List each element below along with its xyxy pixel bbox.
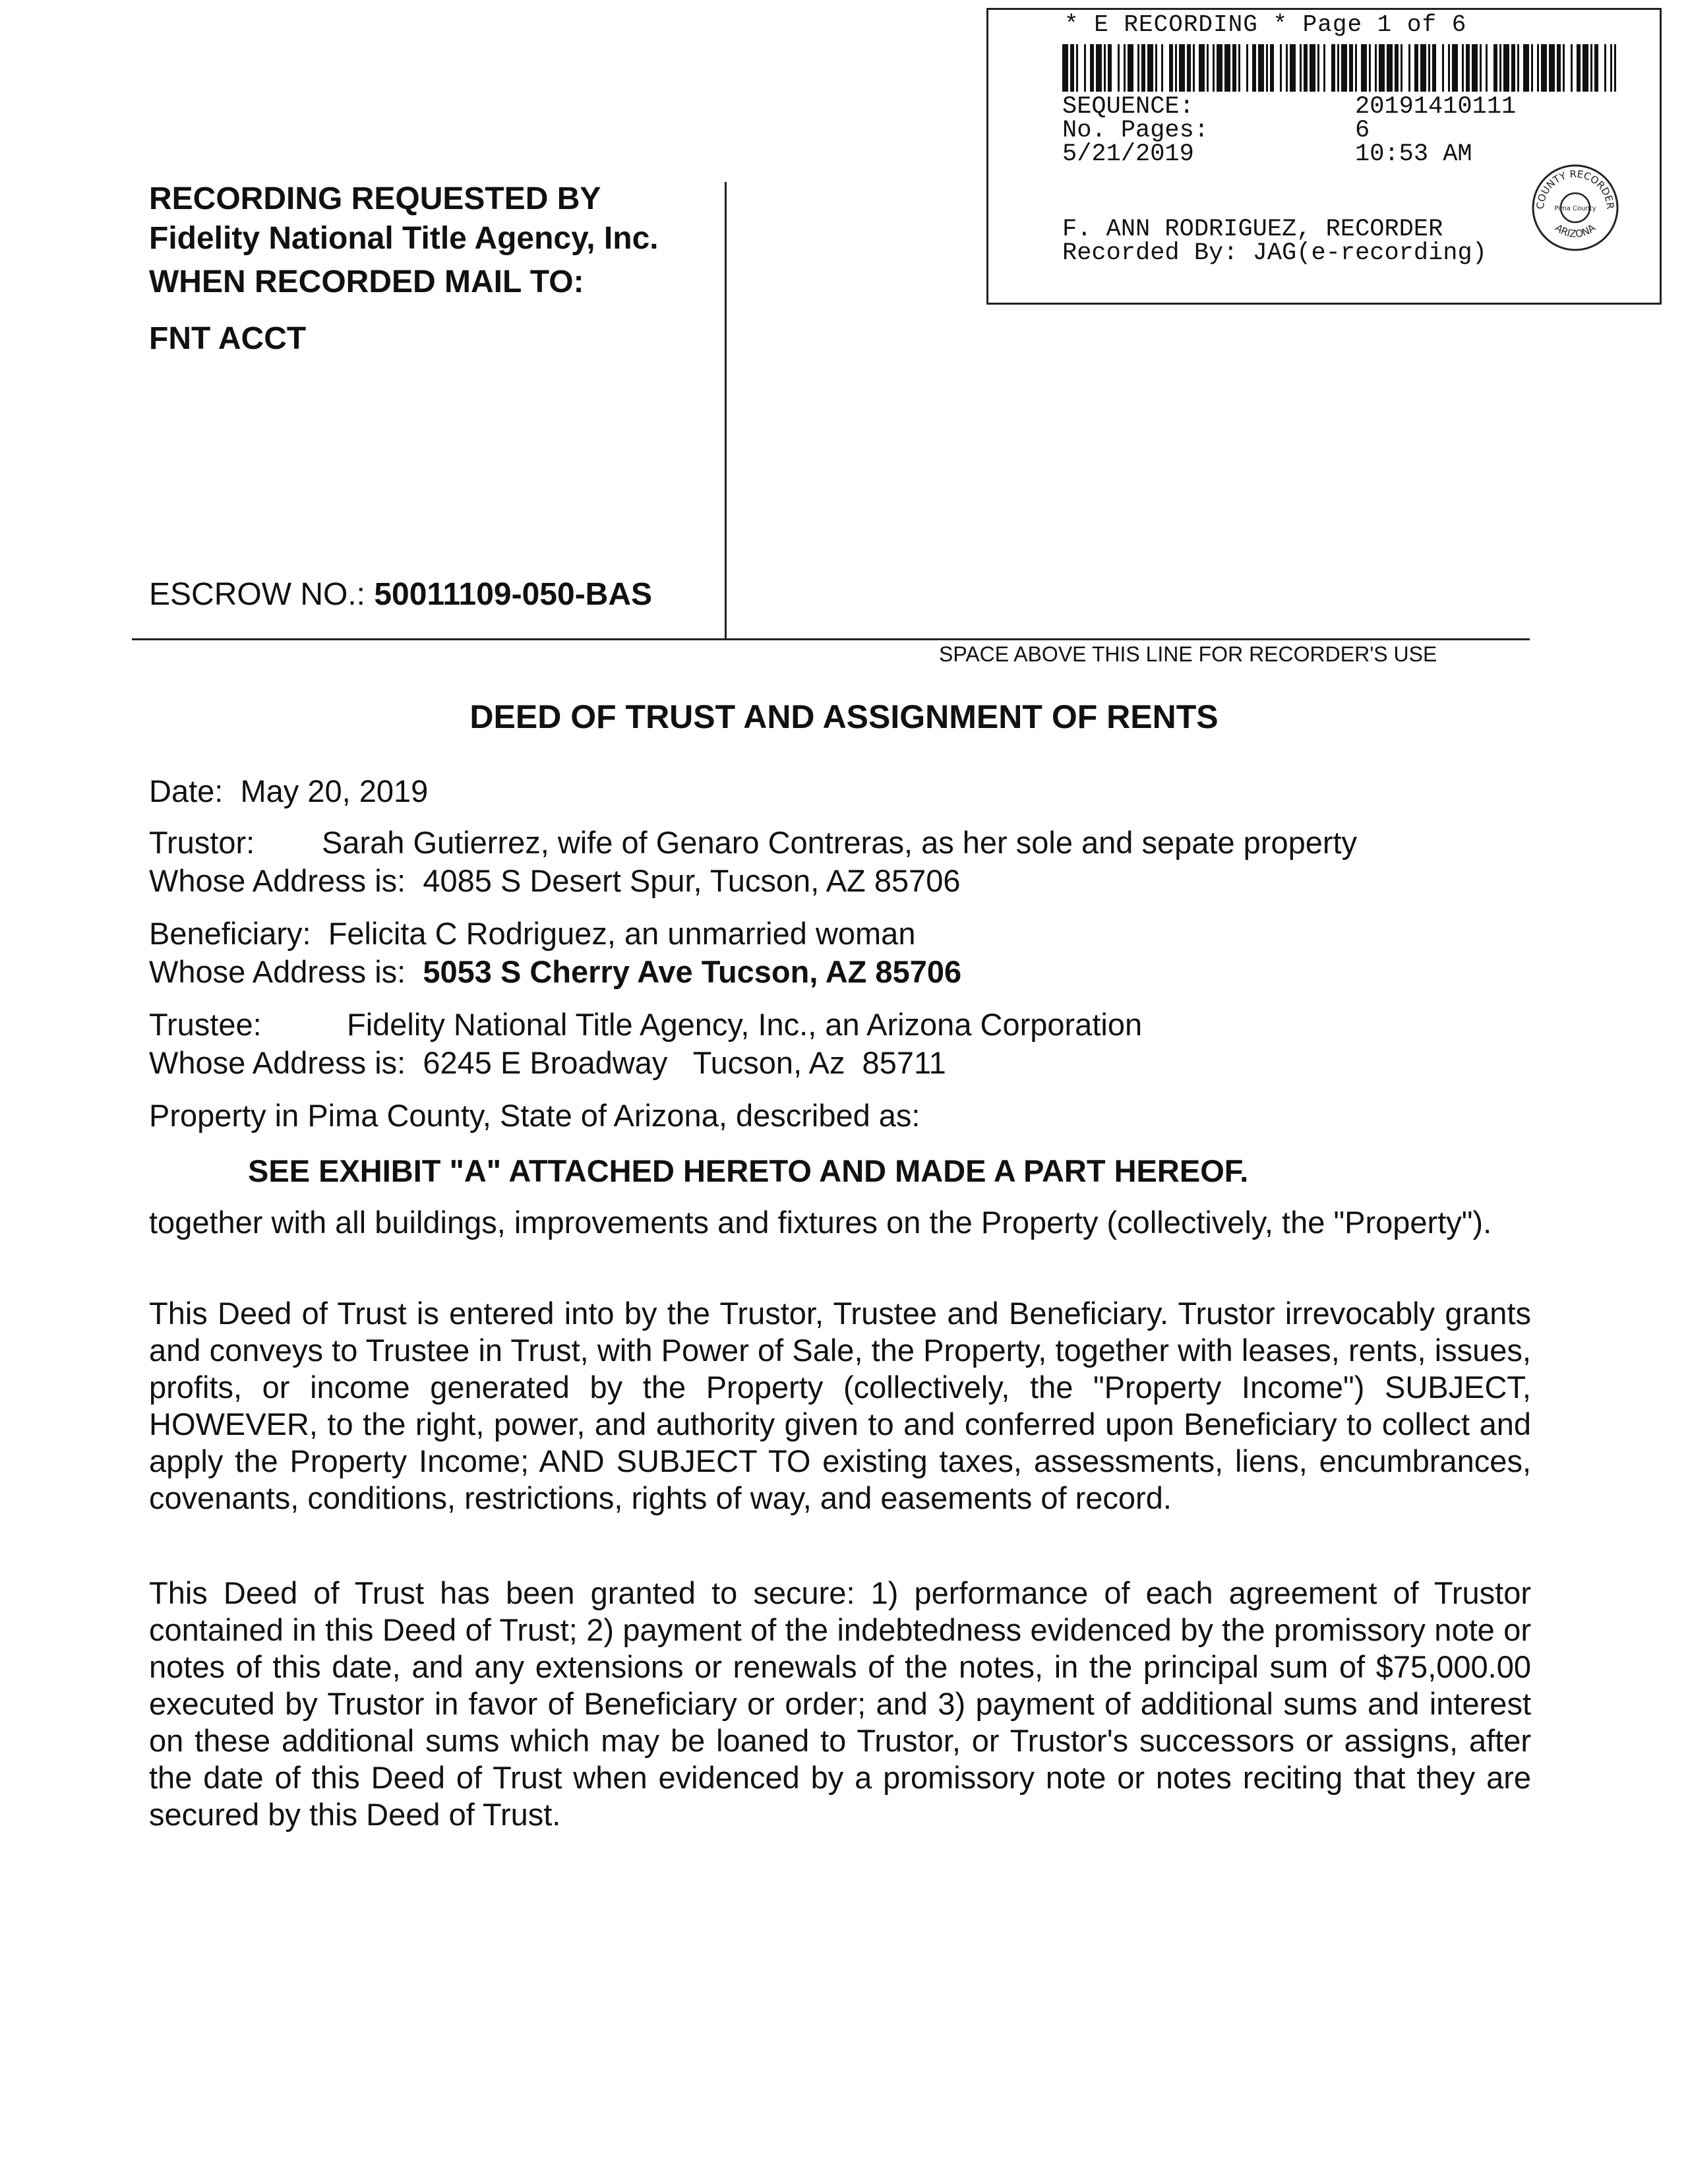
recording-date: 5/21/2019 — [1062, 140, 1194, 168]
escrow-number: 50011109-050-BAS — [374, 577, 653, 612]
beneficiary-address-label: Whose Address is: — [149, 954, 406, 989]
recorder-use-note: SPACE ABOVE THIS LINE FOR RECORDER'S USE — [939, 642, 1437, 666]
beneficiary-address: 5053 S Cherry Ave Tucson, AZ 85706 — [423, 954, 962, 989]
recorder-name: F. ANN RODRIGUEZ, RECORDER — [1062, 216, 1443, 243]
trustor-value: Sarah Gutierrez, wife of Genaro Contreras, as her sole and sepate property — [322, 825, 1358, 860]
recorded-by: Recorded By: JAG(e-recording) — [1062, 239, 1487, 267]
recorder-space-divider — [132, 638, 1530, 640]
escrow-number-line — [149, 576, 652, 613]
property-paragraph: together with all buildings, improvements and fixtures on the Property (collectively, the "Property"). — [149, 1205, 1492, 1240]
trustee-value: Fidelity National Title Agency, Inc., an Arizona Corporation — [347, 1007, 1143, 1042]
trustee-address: 6245 E Broadway Tucson, Az 85711 — [423, 1045, 946, 1080]
beneficiary-line — [149, 915, 915, 952]
svg-text:ARIZONA: ARIZONA — [1553, 222, 1598, 240]
date-value: May 20, 2019 — [240, 774, 429, 808]
recording-time: 10:53 AM — [1355, 140, 1472, 168]
trustor-label: Trustor: — [149, 825, 255, 860]
recorder-stamp-box — [986, 8, 1662, 305]
beneficiary-label: Beneficiary: — [149, 916, 311, 951]
pages-value: 6 — [1355, 117, 1370, 144]
grant-paragraph: This Deed of Trust is entered into by the Trustor, Trustee and Beneficiary. Trustor irrevocably grants and conveys to Trustee in Trust, with Power of Sale, the Property, together with leases, rents, issues, profits, or income generated by the Property (collectively, the "Property Income") SUBJECT, HOWEVER, to the right, power, and authority given to and conferred upon Beneficiary to collect and apply the Property Income; AND SUBJECT TO existing taxes, assessments, liens, encumbrances, covenants, conditions, restrictions, rights of way, and easements of record. — [149, 1296, 1531, 1515]
sequence-value: 20191410111 — [1355, 93, 1517, 121]
security-paragraph: This Deed of Trust has been granted to secure: 1) performance of each agreement of Trustor contained in this Deed of Trust; 2) payment of the indebtedness evidenced by the promissory note or notes of this date, and any extensions or renewals of the notes, in the principal sum of $75,000.00 executed by Trustor in favor of Beneficiary or order; and 3) payment of additional sums and interest on these additional sums which may be loaned to Trustor, or Trustor's successors or assigns, after the date of this Deed of Trust when evidenced by a promissory note or notes reciting that they are secured by this Deed of Trust. — [149, 1575, 1531, 1832]
requester-name: Fidelity National Title Agency, Inc. — [149, 221, 659, 256]
when-recorded-mail-to-label: WHEN RECORDED MAIL TO: — [149, 264, 584, 299]
recording-requested-by-label: RECORDING REQUESTED BY — [149, 181, 601, 216]
trustee-label: Trustee: — [149, 1007, 262, 1042]
mail-to-name: FNT ACCT — [149, 321, 307, 356]
header-divider-vertical — [725, 182, 727, 640]
document-title: DEED OF TRUST AND ASSIGNMENT OF RENTS — [469, 698, 1219, 735]
beneficiary-value: Felicita C Rodriguez, an unmarried woman — [328, 916, 916, 951]
svg-text:COUNTY RECORDER: COUNTY RECORDER — [1534, 167, 1617, 210]
property-intro: Property in Pima County, State of Arizona, described as: — [149, 1098, 920, 1133]
escrow-label: ESCROW NO.: — [149, 577, 366, 612]
trustee-address-line — [149, 1045, 946, 1081]
beneficiary-address-line — [149, 954, 961, 990]
trustee-line — [149, 1006, 1142, 1043]
exhibit-reference: SEE EXHIBIT "A" ATTACHED HERETO AND MADE A PART HEREOF. — [248, 1153, 1249, 1188]
trustor-address: 4085 S Desert Spur, Tucson, AZ 85706 — [423, 863, 961, 898]
county-seal-icon — [1530, 163, 1620, 253]
trustor-line — [149, 824, 1357, 861]
recorder-stamp-header: * E RECORDING * Page 1 of 6 — [1064, 11, 1467, 38]
recording-request-block — [149, 179, 659, 302]
date-label: Date: — [149, 774, 224, 808]
trustee-address-label: Whose Address is: — [149, 1045, 406, 1080]
sequence-label: SEQUENCE: — [1062, 93, 1194, 121]
date-line — [149, 773, 428, 809]
barcode-icon — [1062, 44, 1616, 92]
pages-label: No. Pages: — [1062, 117, 1209, 144]
svg-text:Pima County: Pima County — [1554, 205, 1596, 212]
trustor-address-label: Whose Address is: — [149, 863, 406, 898]
trustor-address-line — [149, 863, 961, 899]
